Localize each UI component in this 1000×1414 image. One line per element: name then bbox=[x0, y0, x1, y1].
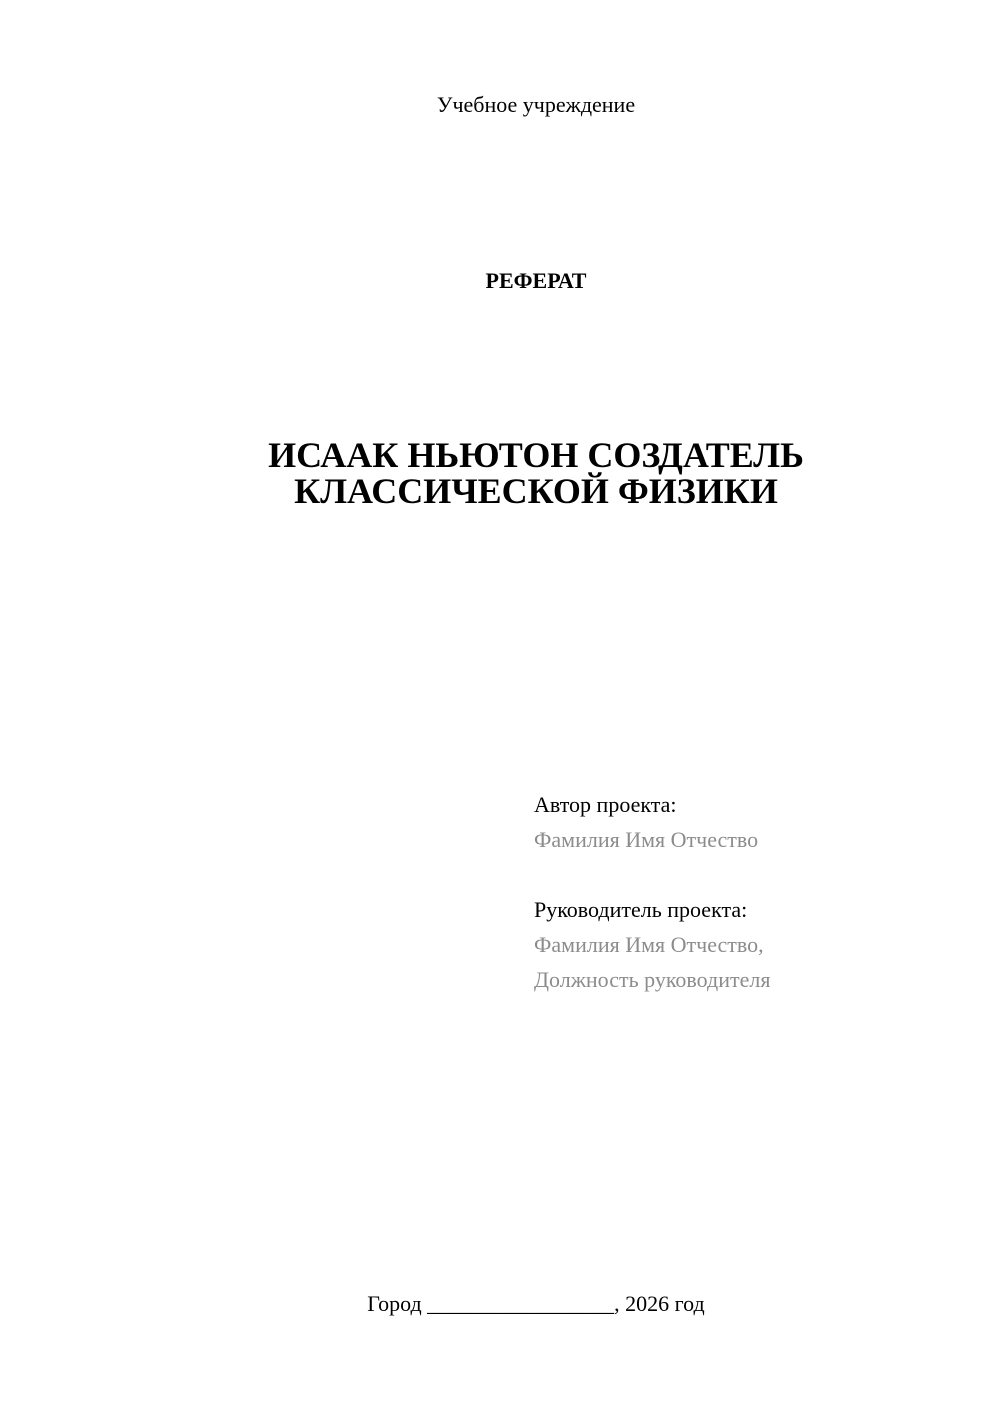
institution-name: Учебное учреждение bbox=[436, 92, 636, 117]
supervisor-label: Руководитель проекта: bbox=[534, 897, 748, 922]
supervisor-name: Фамилия Имя Отчество, bbox=[534, 932, 764, 957]
document-title bbox=[0, 437, 1000, 509]
supervisor-position: Должность руководителя bbox=[534, 967, 771, 992]
document-type: РЕФЕРАТ bbox=[485, 268, 587, 293]
document-title-line-2: КЛАССИЧЕСКОЙ ФИЗИКИ bbox=[294, 471, 778, 511]
project-info-block bbox=[534, 787, 974, 997]
city-year-line: Город _________________, 2026 год bbox=[367, 1291, 705, 1316]
author-label: Автор проекта: bbox=[534, 792, 677, 817]
document-title-line-1: ИСААК НЬЮТОН СОЗДАТЕЛЬ bbox=[268, 435, 804, 475]
info-spacer bbox=[534, 857, 974, 892]
author-name: Фамилия Имя Отчество bbox=[534, 827, 759, 852]
